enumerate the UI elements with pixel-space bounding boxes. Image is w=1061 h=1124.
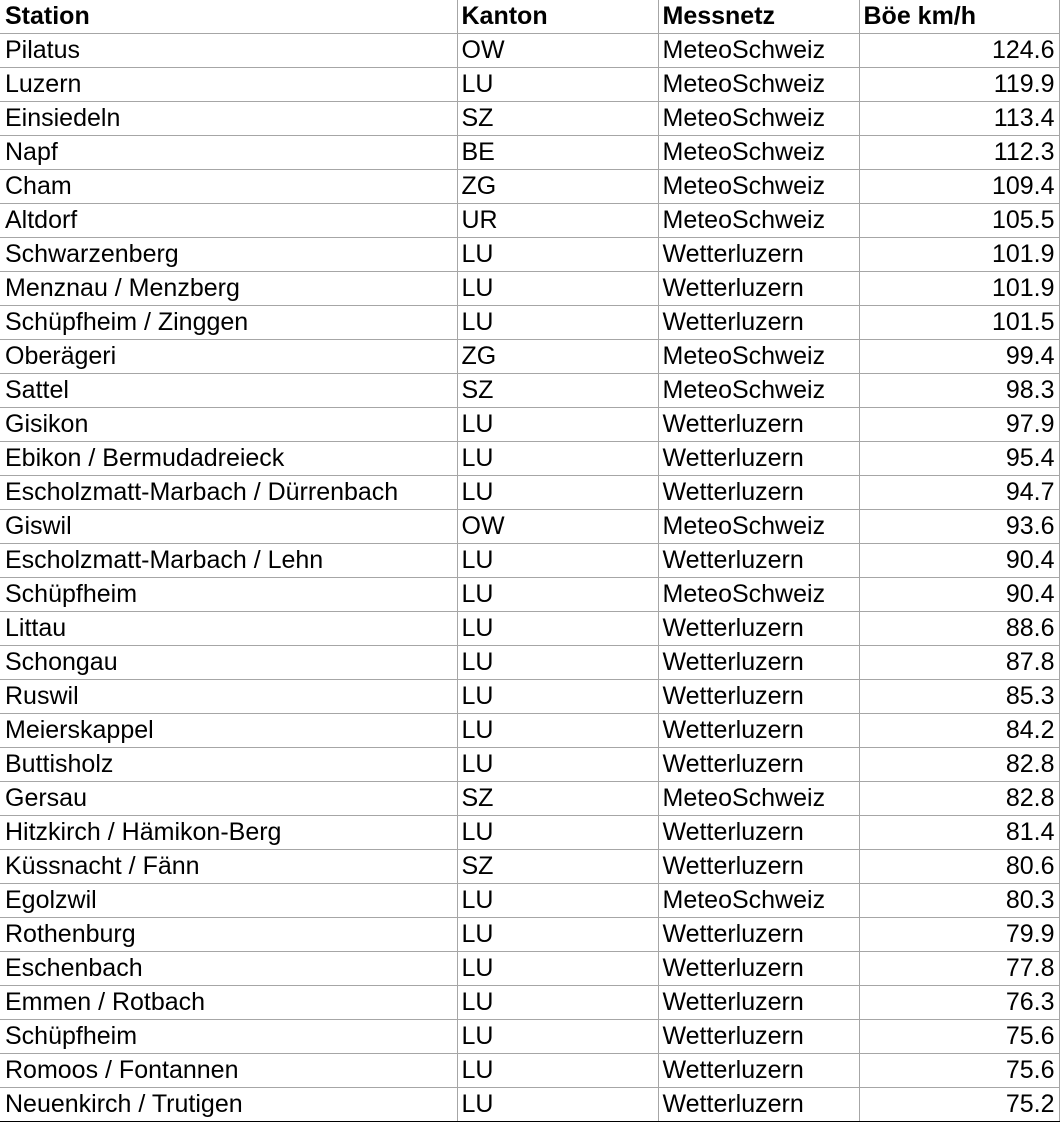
gust-cell[interactable]: 101.5: [859, 306, 1059, 340]
gust-cell[interactable]: 95.4: [859, 442, 1059, 476]
station-cell[interactable]: Buttisholz: [0, 748, 457, 782]
kanton-cell[interactable]: OW: [457, 510, 658, 544]
table-row: [0, 952, 1059, 986]
kanton-cell[interactable]: LU: [457, 476, 658, 510]
gust-cell[interactable]: 99.4: [859, 340, 1059, 374]
gust-cell[interactable]: 113.4: [859, 102, 1059, 136]
messnetz-cell[interactable]: Wetterluzern: [658, 680, 859, 714]
table-row: [0, 442, 1059, 476]
kanton-cell[interactable]: OW: [457, 34, 658, 68]
gust-cell[interactable]: 101.9: [859, 238, 1059, 272]
kanton-cell[interactable]: LU: [457, 544, 658, 578]
gust-cell[interactable]: 75.6: [859, 1020, 1059, 1054]
gust-cell[interactable]: 112.3: [859, 136, 1059, 170]
table-row: [0, 272, 1059, 306]
gust-cell[interactable]: 94.7: [859, 476, 1059, 510]
messnetz-cell[interactable]: Wetterluzern: [658, 544, 859, 578]
messnetz-cell[interactable]: MeteoSchweiz: [658, 510, 859, 544]
gust-cell[interactable]: 88.6: [859, 612, 1059, 646]
table-row: [0, 238, 1059, 272]
station-cell[interactable]: Eschenbach: [0, 952, 457, 986]
kanton-cell[interactable]: LU: [457, 884, 658, 918]
messnetz-cell[interactable]: Wetterluzern: [658, 1054, 859, 1088]
kanton-cell[interactable]: UR: [457, 204, 658, 238]
table-row: [0, 34, 1059, 68]
table-row: [0, 374, 1059, 408]
table-row: [0, 408, 1059, 442]
kanton-cell[interactable]: LU: [457, 646, 658, 680]
gust-cell[interactable]: 84.2: [859, 714, 1059, 748]
messnetz-cell[interactable]: MeteoSchweiz: [658, 578, 859, 612]
station-cell[interactable]: Altdorf: [0, 204, 457, 238]
station-cell[interactable]: Neuenkirch / Trutigen: [0, 1088, 457, 1122]
messnetz-cell[interactable]: Wetterluzern: [658, 816, 859, 850]
header-row: [0, 0, 1059, 34]
kanton-cell[interactable]: BE: [457, 136, 658, 170]
messnetz-cell[interactable]: MeteoSchweiz: [658, 884, 859, 918]
station-cell[interactable]: Hitzkirch / Hämikon-Berg: [0, 816, 457, 850]
station-cell[interactable]: Menznau / Menzberg: [0, 272, 457, 306]
station-cell[interactable]: Emmen / Rotbach: [0, 986, 457, 1020]
table-row: [0, 782, 1059, 816]
kanton-cell[interactable]: LU: [457, 748, 658, 782]
kanton-cell[interactable]: LU: [457, 272, 658, 306]
messnetz-cell[interactable]: Wetterluzern: [658, 1088, 859, 1122]
table-row: [0, 204, 1059, 238]
messnetz-cell[interactable]: MeteoSchweiz: [658, 782, 859, 816]
station-cell[interactable]: Napf: [0, 136, 457, 170]
messnetz-cell[interactable]: Wetterluzern: [658, 408, 859, 442]
station-cell[interactable]: Einsiedeln: [0, 102, 457, 136]
gust-cell[interactable]: 85.3: [859, 680, 1059, 714]
messnetz-cell[interactable]: Wetterluzern: [658, 442, 859, 476]
gust-cell[interactable]: 80.6: [859, 850, 1059, 884]
messnetz-cell[interactable]: Wetterluzern: [658, 714, 859, 748]
messnetz-cell[interactable]: MeteoSchweiz: [658, 136, 859, 170]
messnetz-cell[interactable]: MeteoSchweiz: [658, 374, 859, 408]
table-row: [0, 1088, 1059, 1122]
gust-cell[interactable]: 82.8: [859, 782, 1059, 816]
gust-cell[interactable]: 75.2: [859, 1088, 1059, 1122]
table-row: [0, 544, 1059, 578]
kanton-cell[interactable]: LU: [457, 408, 658, 442]
table-row: [0, 680, 1059, 714]
gust-cell[interactable]: 80.3: [859, 884, 1059, 918]
station-cell[interactable]: Schüpfheim: [0, 578, 457, 612]
kanton-cell[interactable]: SZ: [457, 374, 658, 408]
gust-cell[interactable]: 77.8: [859, 952, 1059, 986]
table-row: [0, 102, 1059, 136]
gust-cell[interactable]: 105.5: [859, 204, 1059, 238]
gust-cell[interactable]: 109.4: [859, 170, 1059, 204]
messnetz-cell[interactable]: MeteoSchweiz: [658, 170, 859, 204]
kanton-cell[interactable]: LU: [457, 816, 658, 850]
messnetz-cell[interactable]: MeteoSchweiz: [658, 340, 859, 374]
kanton-cell[interactable]: LU: [457, 1088, 658, 1122]
kanton-cell[interactable]: LU: [457, 442, 658, 476]
station-cell[interactable]: Schwarzenberg: [0, 238, 457, 272]
gust-cell[interactable]: 119.9: [859, 68, 1059, 102]
kanton-cell[interactable]: LU: [457, 952, 658, 986]
table-row: [0, 578, 1059, 612]
station-cell[interactable]: Escholzmatt-Marbach / Dürrenbach: [0, 476, 457, 510]
station-cell[interactable]: Egolzwil: [0, 884, 457, 918]
table-row: [0, 306, 1059, 340]
station-cell[interactable]: Escholzmatt-Marbach / Lehn: [0, 544, 457, 578]
kanton-cell[interactable]: SZ: [457, 782, 658, 816]
station-cell[interactable]: Cham: [0, 170, 457, 204]
table-row: [0, 986, 1059, 1020]
messnetz-cell[interactable]: Wetterluzern: [658, 952, 859, 986]
header-gust[interactable]: Böe km/h: [859, 0, 1059, 34]
kanton-cell[interactable]: LU: [457, 68, 658, 102]
kanton-cell[interactable]: LU: [457, 1020, 658, 1054]
station-cell[interactable]: Ruswil: [0, 680, 457, 714]
station-cell[interactable]: Giswil: [0, 510, 457, 544]
gust-cell[interactable]: 75.6: [859, 1054, 1059, 1088]
messnetz-cell[interactable]: Wetterluzern: [658, 986, 859, 1020]
header-messnetz[interactable]: Messnetz: [658, 0, 859, 34]
station-cell[interactable]: Littau: [0, 612, 457, 646]
kanton-cell[interactable]: LU: [457, 1054, 658, 1088]
station-cell[interactable]: Ebikon / Bermudadreieck: [0, 442, 457, 476]
table-row: [0, 136, 1059, 170]
station-cell[interactable]: Pilatus: [0, 34, 457, 68]
gust-cell[interactable]: 97.9: [859, 408, 1059, 442]
kanton-cell[interactable]: LU: [457, 612, 658, 646]
kanton-cell[interactable]: SZ: [457, 102, 658, 136]
station-cell[interactable]: Romoos / Fontannen: [0, 1054, 457, 1088]
table-row: [0, 1054, 1059, 1088]
messnetz-cell[interactable]: Wetterluzern: [658, 646, 859, 680]
messnetz-cell[interactable]: Wetterluzern: [658, 612, 859, 646]
kanton-cell[interactable]: LU: [457, 238, 658, 272]
gust-cell[interactable]: 101.9: [859, 272, 1059, 306]
station-cell[interactable]: Gisikon: [0, 408, 457, 442]
messnetz-cell[interactable]: MeteoSchweiz: [658, 102, 859, 136]
messnetz-cell[interactable]: Wetterluzern: [658, 476, 859, 510]
station-cell[interactable]: Meierskappel: [0, 714, 457, 748]
header-station[interactable]: Station: [0, 0, 457, 34]
messnetz-cell[interactable]: Wetterluzern: [658, 238, 859, 272]
gust-cell[interactable]: 124.6: [859, 34, 1059, 68]
table-row: [0, 510, 1059, 544]
table-row: [0, 748, 1059, 782]
table-row: [0, 612, 1059, 646]
table-row: [0, 68, 1059, 102]
kanton-cell[interactable]: ZG: [457, 170, 658, 204]
station-cell[interactable]: Küssnacht / Fänn: [0, 850, 457, 884]
messnetz-cell[interactable]: Wetterluzern: [658, 850, 859, 884]
table-row: [0, 850, 1059, 884]
kanton-cell[interactable]: ZG: [457, 340, 658, 374]
gust-cell[interactable]: 90.4: [859, 578, 1059, 612]
kanton-cell[interactable]: SZ: [457, 850, 658, 884]
table-row: [0, 714, 1059, 748]
table-row: [0, 170, 1059, 204]
gust-cell[interactable]: 93.6: [859, 510, 1059, 544]
table-row: [0, 918, 1059, 952]
gust-cell[interactable]: 82.8: [859, 748, 1059, 782]
station-cell[interactable]: Schongau: [0, 646, 457, 680]
gust-cell[interactable]: 87.8: [859, 646, 1059, 680]
station-cell[interactable]: Luzern: [0, 68, 457, 102]
station-cell[interactable]: Oberägeri: [0, 340, 457, 374]
table-row: [0, 816, 1059, 850]
gust-cell[interactable]: 81.4: [859, 816, 1059, 850]
messnetz-cell[interactable]: Wetterluzern: [658, 272, 859, 306]
gust-cell[interactable]: 98.3: [859, 374, 1059, 408]
station-cell[interactable]: Sattel: [0, 374, 457, 408]
gust-cell[interactable]: 90.4: [859, 544, 1059, 578]
station-cell[interactable]: Gersau: [0, 782, 457, 816]
table-row: [0, 340, 1059, 374]
station-cell[interactable]: Schüpfheim: [0, 1020, 457, 1054]
kanton-cell[interactable]: LU: [457, 918, 658, 952]
table-row: [0, 646, 1059, 680]
table-row: [0, 476, 1059, 510]
kanton-cell[interactable]: LU: [457, 986, 658, 1020]
kanton-cell[interactable]: LU: [457, 578, 658, 612]
kanton-cell[interactable]: LU: [457, 306, 658, 340]
kanton-cell[interactable]: LU: [457, 680, 658, 714]
table-row: [0, 884, 1059, 918]
messnetz-cell[interactable]: Wetterluzern: [658, 1020, 859, 1054]
gust-cell[interactable]: 76.3: [859, 986, 1059, 1020]
messnetz-cell[interactable]: MeteoSchweiz: [658, 34, 859, 68]
messnetz-cell[interactable]: MeteoSchweiz: [658, 68, 859, 102]
table-row: [0, 1020, 1059, 1054]
station-cell[interactable]: Schüpfheim / Zinggen: [0, 306, 457, 340]
station-cell[interactable]: Rothenburg: [0, 918, 457, 952]
kanton-cell[interactable]: LU: [457, 714, 658, 748]
messnetz-cell[interactable]: MeteoSchweiz: [658, 204, 859, 238]
messnetz-cell[interactable]: Wetterluzern: [658, 918, 859, 952]
header-kanton[interactable]: Kanton: [457, 0, 658, 34]
messnetz-cell[interactable]: Wetterluzern: [658, 306, 859, 340]
messnetz-cell[interactable]: Wetterluzern: [658, 748, 859, 782]
gust-cell[interactable]: 79.9: [859, 918, 1059, 952]
